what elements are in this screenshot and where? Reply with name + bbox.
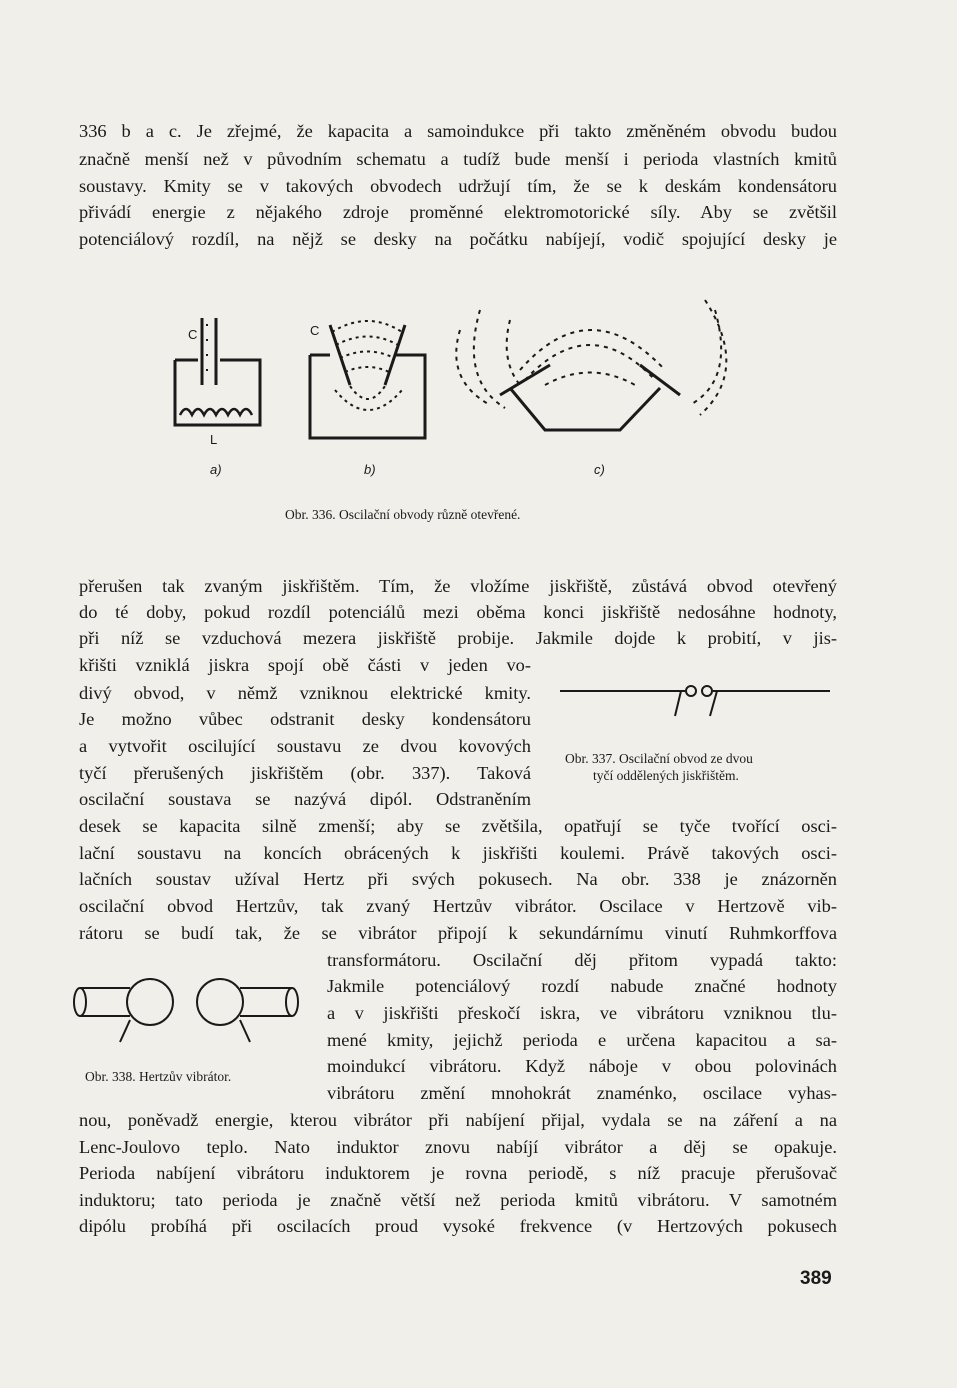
text-line: Perioda nabíjení vibrátoru induktorem je rovna periodě, s níž pracuje přerušovač	[79, 1163, 837, 1183]
label-capacitor-a: C	[188, 327, 198, 342]
text-line: oscilační obvod Hertzův, tak zvaný Hertzův vibrátor. Oscilace v Hertzově vib-	[79, 896, 837, 916]
text-line: rátoru se budí tak, že se vibrátor připojí k sekundárnímu vinutí Ruhmkorffova	[79, 923, 837, 943]
circuit-b-diagram	[310, 321, 425, 438]
circuit-c-diagram	[456, 300, 726, 430]
text-line: transformátoru. Oscilační děj přitom vypadá takto:	[327, 950, 837, 970]
text-line: induktoru; tato perioda je značně větší než perioda kmitů vibrátoru. V samotném	[79, 1190, 837, 1210]
text-line: divý obvod, v němž vzniknou elektrické kmity.	[79, 683, 531, 703]
figure-337-dipole	[555, 676, 835, 726]
text-line: oscilační soustava se nazývá dipól. Odstraněním	[79, 789, 531, 809]
figure-336-oscillating-circuits	[160, 290, 760, 490]
label-sub-c: c)	[594, 462, 605, 477]
text-line: při níž se vzduchová mezera jiskřiště probije. Jakmile dojde k probití, v jis-	[79, 628, 837, 648]
figure-337-caption-line-1: Obr. 337. Oscilační obvod ze dvou	[565, 751, 753, 766]
label-capacitor-b: C	[310, 323, 320, 338]
text-line: mené kmity, jejichž perioda e určena kapacitou a sa-	[327, 1030, 837, 1050]
label-sub-a: a)	[210, 462, 222, 477]
text-line: moindukcí vibrátoru. Když náboje v obou polovinách	[327, 1056, 837, 1076]
text-line: 336 b a c. Je zřejmé, že kapacita a samoindukce při takto změněném obvodu budou	[79, 121, 837, 141]
label-sub-b: b)	[364, 462, 376, 477]
text-line: Lenc-Joulovo teplo. Nato induktor znovu nabíjí vibrátor a děj se opakuje.	[79, 1137, 837, 1157]
figure-337-caption-line-2: tyčí oddělených jiskřištěm.	[593, 768, 739, 783]
text-line: tyčí přerušených jiskřištěm (obr. 337). Taková	[79, 763, 531, 783]
text-line: křišti vzniklá jiskra spojí obě části v jeden vo-	[79, 655, 531, 675]
text-line: do té doby, pokud rozdíl potenciálů mezi oběma konci jiskřiště nedosáhne hodnoty,	[79, 602, 837, 622]
text-line: a v jiskřišti přeskočí iskra, ve vibrátoru vzniknou tlu-	[327, 1003, 837, 1023]
text-line: a vytvořit oscilující soustavu ze dvou kovových	[79, 736, 531, 756]
figure-336-caption: Obr. 336. Oscilační obvody různě otevřené.	[285, 507, 521, 522]
text-line: přerušen tak zvaným jiskřištěm. Tím, že vložíme jiskřiště, zůstává obvod otevřený	[79, 576, 837, 596]
text-line: vibrátoru změní mnohokrát znaménko, oscilace vyhas-	[327, 1083, 837, 1103]
text-line: lační soustavu na koncích obrácených k jiskřišti koulemi. Právě takových osci-	[79, 843, 837, 863]
text-line: desek se kapacita silně zmenší; aby se zvětšila, opatřují se tyče tvořící osci-	[79, 816, 837, 836]
text-line: značně menší než v původním schematu a tudíž bude menší i perioda vlastních kmitů	[79, 149, 837, 169]
text-line: Je možno vůbec odstranit desky kondensátoru	[79, 709, 531, 729]
label-inductor-a: L	[210, 432, 218, 447]
figure-338-hertz-vibrator	[70, 972, 310, 1052]
text-line: přivádí energie z nějakého zdroje proměnné elektromotorické síly. Aby se zvětšil	[79, 202, 837, 222]
page-number: 389	[800, 1268, 832, 1289]
text-line: nou, poněvadž energie, kterou vibrátor při nabíjení přijal, vydala se na záření a na	[79, 1110, 837, 1130]
text-line: soustavy. Kmity se v takových obvodech udržují tím, že se k deskám kondensátoru	[79, 176, 837, 196]
text-line: Jakmile potenciálový rozdí nabude značné hodnoty	[327, 976, 837, 996]
figure-338-caption: Obr. 338. Hertzův vibrátor.	[85, 1069, 232, 1084]
text-line: lačních soustav užíval Hertz při svých pokusech. Na obr. 338 je znázorněn	[79, 869, 837, 889]
text-line: dipólu probíhá při oscilacích proud vysoké frekvence (v Hertzových pokusech	[79, 1216, 837, 1236]
text-line: potenciálový rozdíl, na nějž se desky na počátku nabíjejí, vodič spojující desky je	[79, 229, 837, 249]
